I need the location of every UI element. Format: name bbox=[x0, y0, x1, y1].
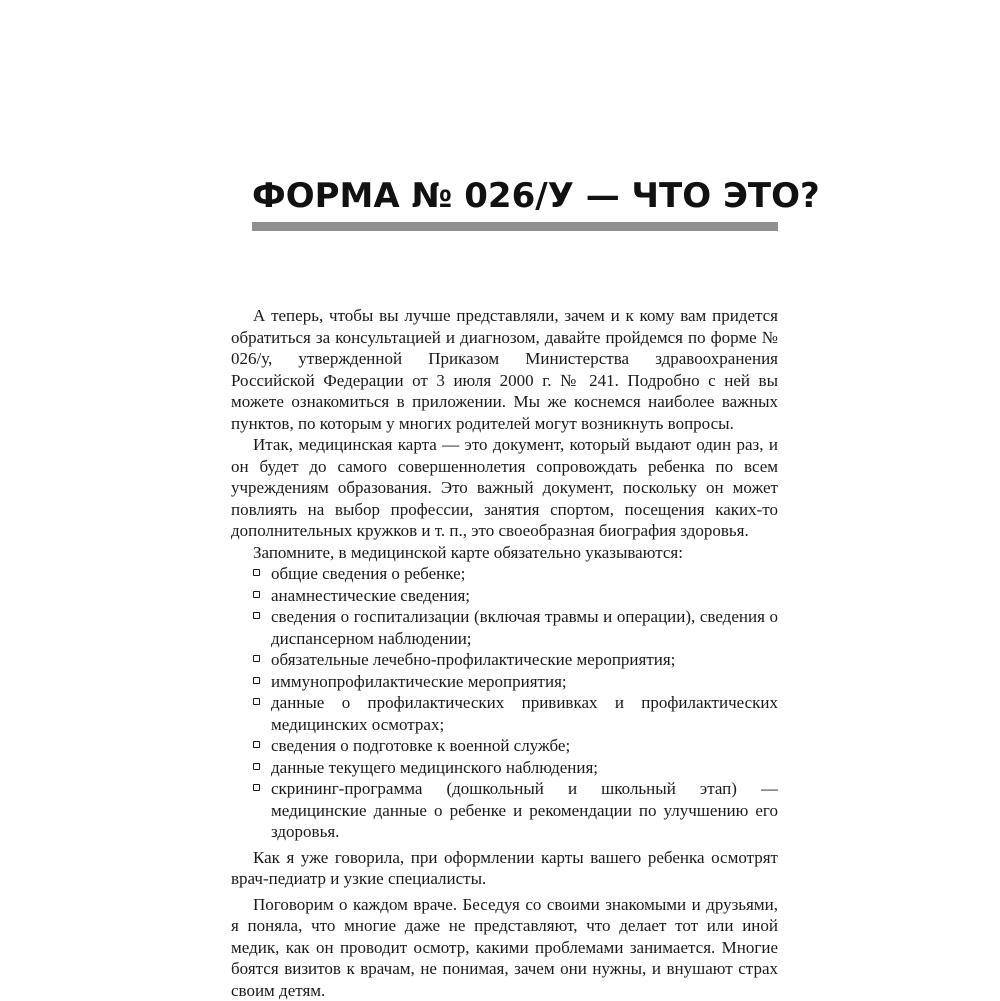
chapter-heading: ФОРМА № 026/У — ЧТО ЭТО? bbox=[252, 176, 778, 216]
list-item bbox=[253, 649, 778, 671]
checkbox-bullet-icon bbox=[253, 591, 260, 598]
list-item-text: скрининг-программа (дошкольный и школьный этап) — медицинские данные о ребенке и рекомендации по улучшению его здоровья. bbox=[271, 779, 778, 841]
list-item-text: сведения о госпитализации (включая травмы и операции), сведения о диспансерном наблюдении; bbox=[271, 607, 778, 648]
list-item bbox=[253, 585, 778, 607]
list-item-text: общие сведения о ребенке; bbox=[271, 564, 465, 583]
paragraph: Итак, медицинская карта — это документ, который выдают один раз, и он будет до самого совершеннолетия сопровождать ребенка по всем учреждениям образования. Это важный документ, поскольку он может повлиять на выбор профессии, занятия спортом, посещения каких-то дополнительных кружков и т. п., это своеобразная биография здоровья. bbox=[231, 434, 778, 542]
list-item bbox=[253, 563, 778, 585]
list-item-text: обязательные лечебно-профилактические мероприятия; bbox=[271, 650, 675, 669]
list-item-text: анамнестические сведения; bbox=[271, 586, 470, 605]
list-item bbox=[253, 757, 778, 779]
checkbox-bullet-icon bbox=[253, 763, 260, 770]
heading-underline-bar bbox=[252, 222, 778, 231]
list-item-text: данные о профилактических прививках и профилактических медицинских осмотрах; bbox=[271, 693, 778, 734]
checkbox-bullet-icon bbox=[253, 677, 260, 684]
list-item bbox=[253, 606, 778, 649]
list-item bbox=[253, 735, 778, 757]
checkbox-bullet-icon bbox=[253, 655, 260, 662]
bullet-list bbox=[231, 563, 778, 843]
paragraph: Поговорим о каждом враче. Беседуя со своими знакомыми и друзьями, я поняла, что многие даже не представляют, что делает тот или иной медик, как он проводит осмотр, какими проблемами занимается. Многие боятся визитов к врачам, не понимая, зачем они нужны, и внушают страх своим детям. bbox=[231, 894, 778, 1001]
checkbox-bullet-icon bbox=[253, 569, 260, 576]
checkbox-bullet-icon bbox=[253, 784, 260, 791]
list-item bbox=[253, 692, 778, 735]
checkbox-bullet-icon bbox=[253, 698, 260, 705]
paragraph: А теперь, чтобы вы лучше представляли, зачем и к кому вам придется обратиться за консультацией и диагнозом, давайте пройдемся по форме № 026/у, утвержденной Приказом Министерства здравоохранения Российской Федерации от 3 июля 2000 г. № 241. Подробно с ней вы можете ознакомиться в приложении. Мы же коснемся наиболее важных пунктов, по которым у многих родителей могут возникнуть вопросы. bbox=[231, 305, 778, 434]
list-item-text: сведения о подготовке к военной службе; bbox=[271, 736, 570, 755]
paragraph: Запомните, в медицинской карте обязательно указываются: bbox=[231, 542, 778, 564]
list-item-text: иммунопрофилактические мероприятия; bbox=[271, 672, 567, 691]
checkbox-bullet-icon bbox=[253, 741, 260, 748]
list-item bbox=[253, 671, 778, 693]
list-item-text: данные текущего медицинского наблюдения; bbox=[271, 758, 598, 777]
paragraph: Как я уже говорила, при оформлении карты вашего ребенка осмотрят врач-педиатр и узкие специалисты. bbox=[231, 847, 778, 890]
body-text bbox=[231, 305, 778, 1001]
checkbox-bullet-icon bbox=[253, 612, 260, 619]
list-item bbox=[253, 778, 778, 843]
